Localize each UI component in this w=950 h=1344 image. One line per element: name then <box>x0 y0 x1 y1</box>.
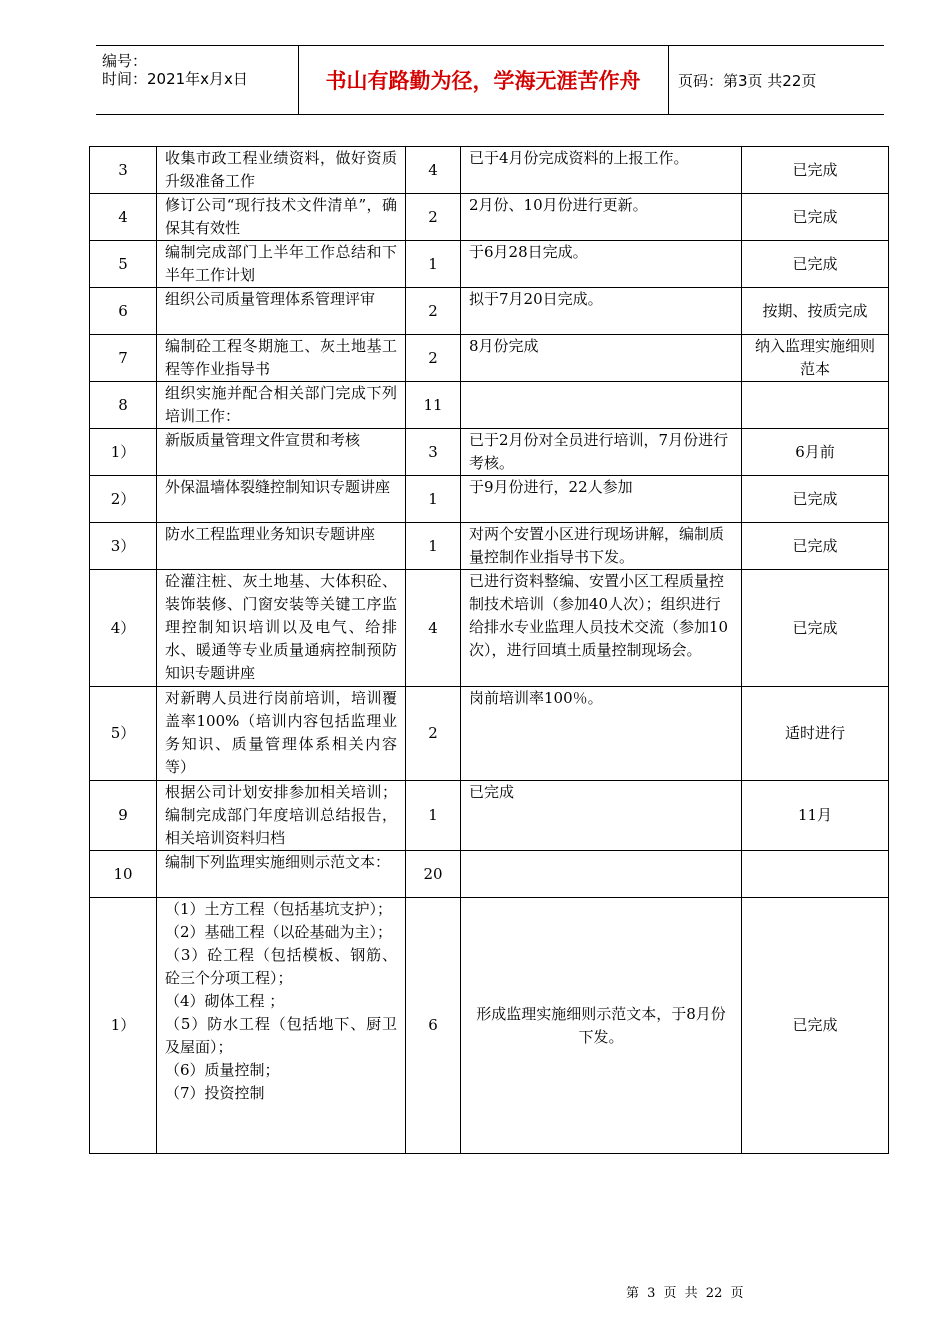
row-status: 已完成 <box>742 147 889 194</box>
table-row <box>90 147 889 194</box>
row-progress: 形成监理实施细则示范文本，于8月份下发。 <box>461 898 742 1154</box>
page-header <box>96 45 884 115</box>
row-item: 防水工程监理业务知识专题讲座 <box>157 523 406 570</box>
table-row <box>90 523 889 570</box>
row-status: 已完成 <box>742 241 889 288</box>
row-item: 编制砼工程冬期施工、灰土地基工程等作业指导书 <box>157 335 406 382</box>
row-quantity: 4 <box>406 147 461 194</box>
row-number: 1） <box>90 429 157 476</box>
row-status: 纳入监理实施细则范本 <box>742 335 889 382</box>
row-progress: 已于2月份对全员进行培训，7月份进行考核。 <box>461 429 742 476</box>
row-quantity: 1 <box>406 476 461 523</box>
row-item: 收集市政工程业绩资料，做好资质升级准备工作 <box>157 147 406 194</box>
table-row <box>90 781 889 851</box>
row-progress: 已进行资料整编、安置小区工程质量控制技术培训（参加40人次）；组织进行给排水专业监理人员技术交流（参加10次），进行回填土质量控制现场会。 <box>461 570 742 687</box>
row-item: 外保温墙体裂缝控制知识专题讲座 <box>157 476 406 523</box>
table-row <box>90 194 889 241</box>
table-row <box>90 241 889 288</box>
row-item: 对新聘人员进行岗前培训，培训覆盖率100%（培训内容包括监理业务知识、质量管理体系相关内容等） <box>157 687 406 781</box>
table-row <box>90 898 889 1154</box>
row-status: 6月前 <box>742 429 889 476</box>
row-progress: 于9月份进行，22人参加 <box>461 476 742 523</box>
row-status: 已完成 <box>742 523 889 570</box>
row-quantity: 3 <box>406 429 461 476</box>
table-row <box>90 382 889 429</box>
table-row <box>90 851 889 898</box>
row-number: 1） <box>90 898 157 1154</box>
row-progress: 已于4月份完成资料的上报工作。 <box>461 147 742 194</box>
row-status <box>742 382 889 429</box>
list-item: （4）砌体工程 ； <box>165 992 285 1010</box>
row-quantity: 11 <box>406 382 461 429</box>
row-progress <box>461 382 742 429</box>
table-row <box>90 476 889 523</box>
page-footer: 第 3 页 共 22 页 <box>626 1286 744 1301</box>
row-number: 9 <box>90 781 157 851</box>
row-quantity: 1 <box>406 241 461 288</box>
list-item: （2）基础工程（以砼基础为主）； <box>165 923 393 941</box>
list-item: （1）土方工程（包括基坑支护）； <box>165 900 393 918</box>
row-quantity: 2 <box>406 288 461 335</box>
row-number: 5 <box>90 241 157 288</box>
list-item: （7）投资控制 <box>165 1084 265 1102</box>
row-status: 适时进行 <box>742 687 889 781</box>
work-plan-table <box>89 146 889 1154</box>
row-number: 2） <box>90 476 157 523</box>
row-number: 3 <box>90 147 157 194</box>
table-row <box>90 687 889 781</box>
row-quantity: 20 <box>406 851 461 898</box>
row-item-list <box>157 898 406 1154</box>
row-number: 4） <box>90 570 157 687</box>
row-number: 4 <box>90 194 157 241</box>
table-row <box>90 429 889 476</box>
row-item: 组织公司质量管理体系管理评审 <box>157 288 406 335</box>
row-status: 已完成 <box>742 570 889 687</box>
list-item: （3）砼工程（包括模板、钢筋、砼三个分项工程）； <box>165 946 397 987</box>
row-item: 组织实施并配合相关部门完成下列培训工作： <box>157 382 406 429</box>
row-status: 已完成 <box>742 476 889 523</box>
row-quantity: 2 <box>406 335 461 382</box>
row-progress: 2月份、10月份进行更新。 <box>461 194 742 241</box>
row-quantity: 1 <box>406 781 461 851</box>
row-quantity: 6 <box>406 898 461 1154</box>
row-number: 7 <box>90 335 157 382</box>
row-item: 新版质量管理文件宣贯和考核 <box>157 429 406 476</box>
row-item: 编制完成部门上半年工作总结和下半年工作计划 <box>157 241 406 288</box>
row-progress: 于6月28日完成。 <box>461 241 742 288</box>
row-item: 编制下列监理实施细则示范文本： <box>157 851 406 898</box>
row-quantity: 1 <box>406 523 461 570</box>
row-progress: 已完成 <box>461 781 742 851</box>
row-item: 根据公司计划安排参加相关培训；编制完成部门年度培训总结报告，相关培训资料归档 <box>157 781 406 851</box>
row-quantity: 2 <box>406 687 461 781</box>
list-item: （5）防水工程（包括地下、厨卫及屋面）； <box>165 1015 397 1056</box>
row-status: 11月 <box>742 781 889 851</box>
header-motto: 书山有路勤为径，学海无涯苦作舟 <box>298 46 669 114</box>
header-meta <box>96 46 299 114</box>
row-quantity: 2 <box>406 194 461 241</box>
list-item: （6）质量控制； <box>165 1061 280 1079</box>
row-progress: 拟于7月20日完成。 <box>461 288 742 335</box>
table-row <box>90 570 889 687</box>
row-progress <box>461 851 742 898</box>
row-status: 已完成 <box>742 194 889 241</box>
row-number: 6 <box>90 288 157 335</box>
row-status: 按期、按质完成 <box>742 288 889 335</box>
row-number: 8 <box>90 382 157 429</box>
row-progress: 8月份完成 <box>461 335 742 382</box>
row-number: 10 <box>90 851 157 898</box>
row-quantity: 4 <box>406 570 461 687</box>
row-number: 5） <box>90 687 157 781</box>
row-status: 已完成 <box>742 898 889 1154</box>
row-item: 修订公司“现行技术文件清单”，确保其有效性 <box>157 194 406 241</box>
table-row <box>90 335 889 382</box>
header-code: 编号： <box>102 52 148 70</box>
row-progress: 对两个安置小区进行现场讲解，编制质量控制作业指导书下发。 <box>461 523 742 570</box>
row-item: 砼灌注桩、灰土地基、大体积砼、装饰装修、门窗安装等关键工序监理控制知识培训以及电气、给排水、暖通等专业质量通病控制预防知识专题讲座 <box>157 570 406 687</box>
table-row <box>90 288 889 335</box>
row-number: 3） <box>90 523 157 570</box>
header-page-number: 页码：第3页 共22页 <box>678 71 817 90</box>
row-status <box>742 851 889 898</box>
header-time: 时间：2021年x月x日 <box>102 70 248 88</box>
row-progress: 岗前培训率100％。 <box>461 687 742 781</box>
